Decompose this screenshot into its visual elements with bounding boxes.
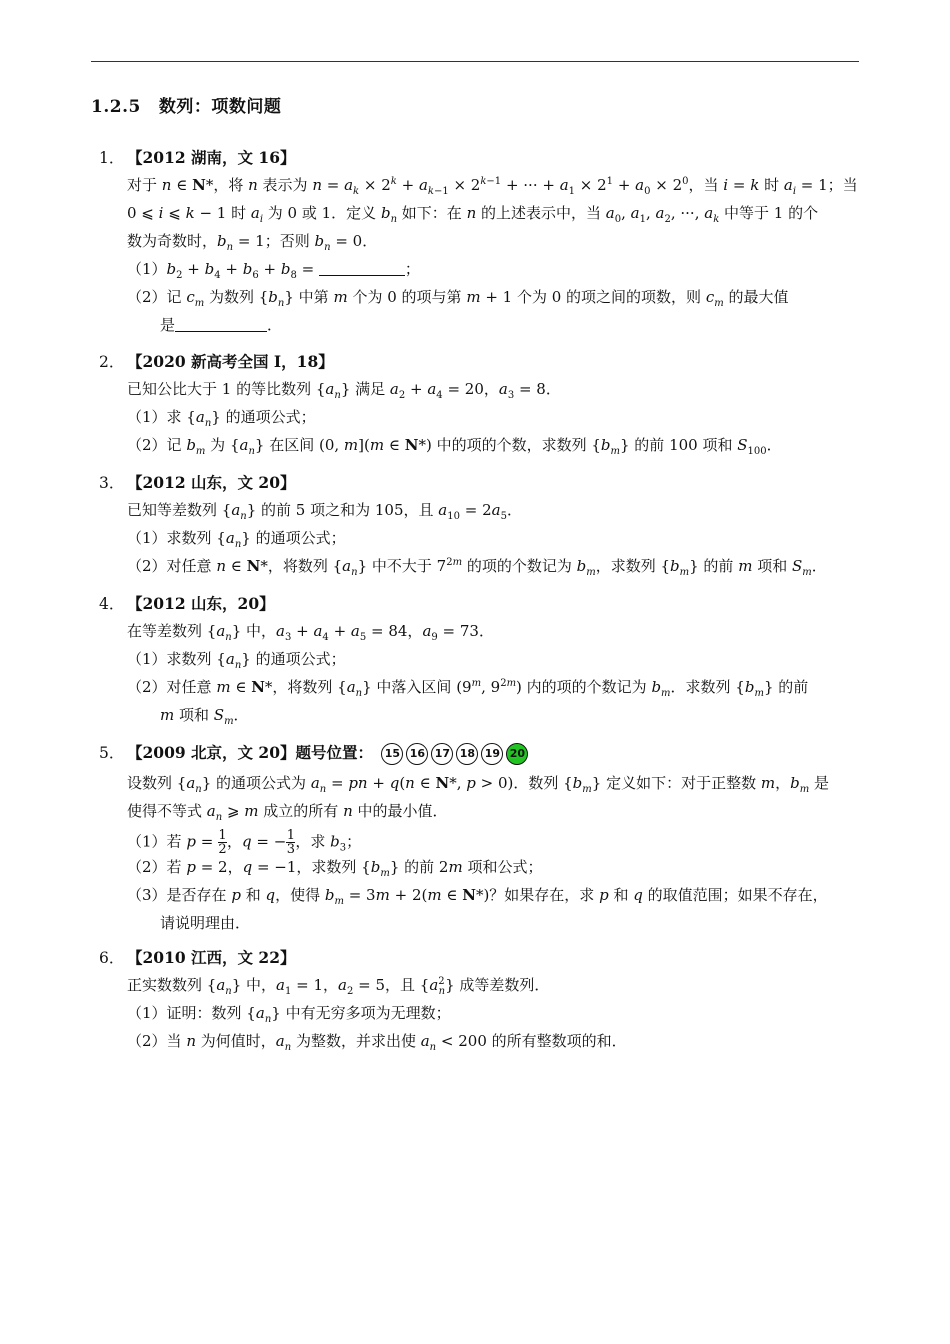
- problem-3-part-1: （1）求数列 $\{a_n\}$ 的通项公式；: [127, 529, 346, 550]
- problem-5-part-3: （3）是否存在 p 和 q，使得 $b_m = 3m + 2(m$ ∈ N*)？如果存在，求 p 和 q 的取值范围；如果不存在，: [127, 886, 828, 907]
- problem-source: 【2012 山东，文 20】: [127, 473, 296, 492]
- problem-4-header: [99, 592, 275, 614]
- problem-index: 5．: [99, 744, 125, 762]
- section-title: 数列：项数问题: [158, 97, 282, 117]
- problem-index: 2．: [99, 353, 125, 371]
- section-heading: [91, 92, 281, 117]
- problem-1-line-3: 数为奇数时，$b_n = 1$；否则 $b_n = 0$．: [127, 232, 378, 253]
- problem-1-part-2-cont: 是 ．: [160, 316, 283, 334]
- problem-index: 3．: [99, 474, 125, 492]
- problem-6-part-2: （2）当 n 为何值时，$a_n$ 为整数，并求出使 $a_n < 200$ 的所有整数项的和．: [127, 1032, 627, 1053]
- header-rule: [91, 61, 859, 62]
- problem-5-line-2: 使得不等式 $a_n$ ⩾ m 成立的所有 n 中的最小值．: [127, 802, 448, 823]
- problem-1-header: [99, 146, 296, 168]
- problem-6-header: [99, 946, 296, 968]
- problem-index: 1．: [99, 149, 125, 167]
- problem-4-line-1: 在等差数列 $\{a_n\}$ 中，$a_3 + a_4 + a_5 = 84$，$a_9 = 73$．: [127, 622, 494, 643]
- problem-6-line-1: 正实数数列 $\{a_n\}$ 中，$a_1 = 1$，$a_2 = 5$，且 $\{a^2_n\}$ 成等差数列．: [127, 976, 550, 997]
- problem-3-part-2: （2）对任意 n ∈ N*，将数列 $\{a_n\}$ 中不大于 $7^{2m}$ 的项的个数记为 $b_m$，求数列 $\{b_m\}$ 的前 m 项和 $S_m$．: [127, 557, 827, 578]
- position-marker[interactable]: 18: [456, 743, 478, 765]
- problem-5-line-1: 设数列 $\{a_n\}$ 的通项公式为 $a_n$ = pn + q(n ∈ N*, p > 0)．数列 $\{b_m\}$ 定义如下：对于正整数 m，$b_m$ 是: [127, 774, 829, 795]
- problem-index: 6．: [99, 949, 125, 967]
- problem-6-part-1: （1）证明：数列 $\{a_n\}$ 中有无穷多项为无理数；: [127, 1004, 451, 1025]
- position-marker[interactable]: 17: [431, 743, 453, 765]
- problem-2-header: [99, 350, 334, 372]
- problem-3-header: [99, 471, 296, 493]
- problem-1-part-1: $(1)b_2 + b_4 + b_6 + b_8$ = ；: [127, 260, 420, 281]
- answer-blank[interactable]: [175, 317, 267, 332]
- problem-source: 【2012 湖南，文 16】: [127, 148, 296, 167]
- problem-source: 【2020 新高考全国 Ⅰ，18】: [127, 352, 334, 371]
- position-marker[interactable]: 19: [481, 743, 503, 765]
- problem-source: 【2010 江西，文 22】: [127, 948, 296, 967]
- position-marker-active[interactable]: 20: [506, 743, 528, 765]
- section-number: 1.2.5: [91, 97, 141, 117]
- problem-source: 【2009 北京，文 20】题号位置：: [127, 743, 374, 762]
- problem-1-part-2: （2）记 $c_m$ 为数列 $\{b_n\}$ 中第 m 个为 0 的项与第 m + 1 个为 0 的项之间的项数，则 $c_m$ 的最大值: [127, 288, 789, 309]
- position-marker[interactable]: 15: [381, 743, 403, 765]
- position-marker[interactable]: 16: [406, 743, 428, 765]
- problem-1-line-1: 对于 n ∈ N*，将 n 表示为 $n = a_k \times 2^k + a_{k-1} \times 2^{k-1}$ + ··· + $a_1 \times 2^1 + a_0 \times 2^0$，当 i = k 时 $a_i = 1$；当: [127, 176, 858, 197]
- problem-5-part-2: （2）若 p = 2，q = −1，求数列 $\{b_m\}$ 的前 2m 项和公式；: [127, 858, 543, 879]
- problem-index: 4．: [99, 595, 125, 613]
- problem-4-part-1: （1）求数列 $\{a_n\}$ 的通项公式；: [127, 650, 346, 671]
- answer-blank[interactable]: [319, 261, 405, 276]
- problem-5-part-3-cont: 请说明理由．: [160, 914, 251, 932]
- problem-4-part-2: （2）对任意 m ∈ N*，将数列 $\{a_n\}$ 中落入区间 (9$^m$, $9^{2m}$) 内的项的个数记为 $b_m$．求数列 $\{b_m\}$ 的前: [127, 678, 809, 699]
- problem-5-header: [99, 741, 528, 765]
- problem-1-line-2: 0 ⩽ i ⩽ k − 1 时 $a_i$ 为 0 或 1．定义 $b_n$ 如下：在 n 的上述表示中，当 $a_0$, $a_1$, $a_2$, ···, $a_k$ 中等于 1 的个: [127, 204, 819, 225]
- problem-2-part-2: （2）记 $b_m$ 为 $\{a_n\}$ 在区间 (0, m](m ∈ N*) 中的项的个数，求数列 $\{b_m\}$ 的前 100 项和 $S_{100}$．: [127, 436, 782, 457]
- problem-2-part-1: （1）求 $\{a_n\}$ 的通项公式；: [127, 408, 316, 429]
- problem-4-part-2-cont: m 项和 $S_m$．: [160, 706, 249, 727]
- problem-2-line-1: 已知公比大于 1 的等比数列 $\{a_n\}$ 满足 $a_2 + a_4 = 20$，$a_3 = 8$．: [127, 380, 561, 401]
- problem-source: 【2012 山东，20】: [127, 594, 275, 613]
- problem-3-line-1: 已知等差数列 $\{a_n\}$ 的前 5 项之和为 105，且 $a_{10} = 2a_5$．: [127, 501, 522, 522]
- problem-5-part-1: （1）若 p = $\frac{1}{2}$ ，q = − $\frac{1}{3}$ ，求 $b_3$；: [127, 828, 362, 857]
